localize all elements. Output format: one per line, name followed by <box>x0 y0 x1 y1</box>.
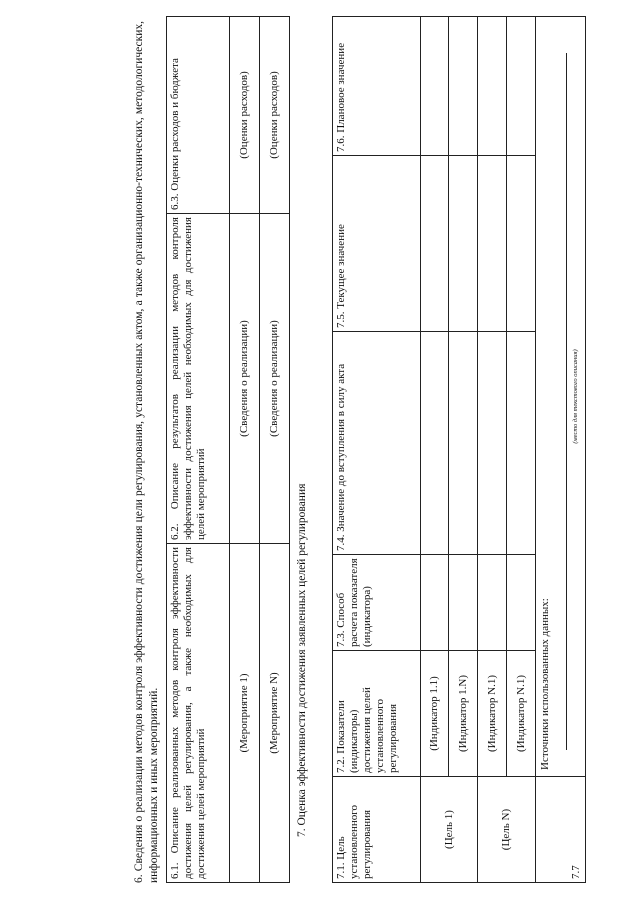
goal-cell: (Цель N) <box>478 777 536 883</box>
table-row <box>507 17 536 883</box>
measure-cell: (Мероприятие 1) <box>230 544 260 883</box>
col-6-3-header: 6.3. Оценки расходов и бюджета <box>167 17 230 214</box>
col-7-1-header: 7.1. Цель установленного регулирования <box>333 777 421 883</box>
col-6-2-header: 6.2. Описание результатов реализации методов контроля эффективности достижения целей необходимых для достижения целей мероприятий <box>167 214 230 544</box>
col-6-1-header: 6.1. Описание реализованных методов контроля эффективности достижения целей регулирования, а также необходимых для достижения целей мероприятий <box>167 544 230 883</box>
sources-caption: (место для текстового описания) <box>572 349 579 444</box>
measure-cell: (Мероприятие N) <box>260 544 290 883</box>
col-7-2-header: 7.2. Показатели (индикаторы) достижения целей установленного регулирования <box>333 651 421 777</box>
goal-cell: (Цель 1) <box>421 777 478 883</box>
indicator-cell: (Индикатор N.1) <box>478 651 507 777</box>
implementation-cell: (Сведения о реализации) <box>230 214 260 544</box>
indicator-cell: (Индикатор 1.N) <box>449 651 478 777</box>
col-7-3-header: 7.3. Способ расчета показателя (индикатора) <box>333 555 421 651</box>
table-row <box>260 17 290 883</box>
indicator-cell: (Индикатор N.1) <box>507 651 536 777</box>
table-row <box>478 17 507 883</box>
section6-table <box>166 16 290 883</box>
text-underline <box>566 53 567 750</box>
section6-header-row <box>167 17 230 883</box>
indicator-cell: (Индикатор 1.1) <box>421 651 449 777</box>
section7-header-row <box>333 17 421 883</box>
cost-cell: (Оценки расходов) <box>230 17 260 214</box>
implementation-cell: (Сведения о реализации) <box>260 214 290 544</box>
section7-title: 7. Оценка эффективности достижения заявленных целей регулирования <box>296 483 308 837</box>
sources-cell <box>536 17 586 777</box>
table-row <box>230 17 260 883</box>
section6-paragraph: 6. Сведения о реализации методов контроля эффективности достижения цели регулирования, установленных актом, а также организационно-технических, методологических, информационных и иных мероприятий. <box>133 21 160 883</box>
col-7-4-header: 7.4. Значение до вступления в силу акта <box>333 332 421 555</box>
col-7-6-header: 7.6. Плановое значение <box>333 17 421 156</box>
table-row <box>449 17 478 883</box>
cost-cell: (Оценки расходов) <box>260 17 290 214</box>
table-row <box>536 17 586 883</box>
section77-number: 7.7 <box>536 777 586 883</box>
table-row <box>421 17 449 883</box>
sources-label: Источники использованных данных: <box>539 598 551 770</box>
section7-table <box>332 16 586 883</box>
col-7-5-header: 7.5. Текущее значение <box>333 156 421 332</box>
